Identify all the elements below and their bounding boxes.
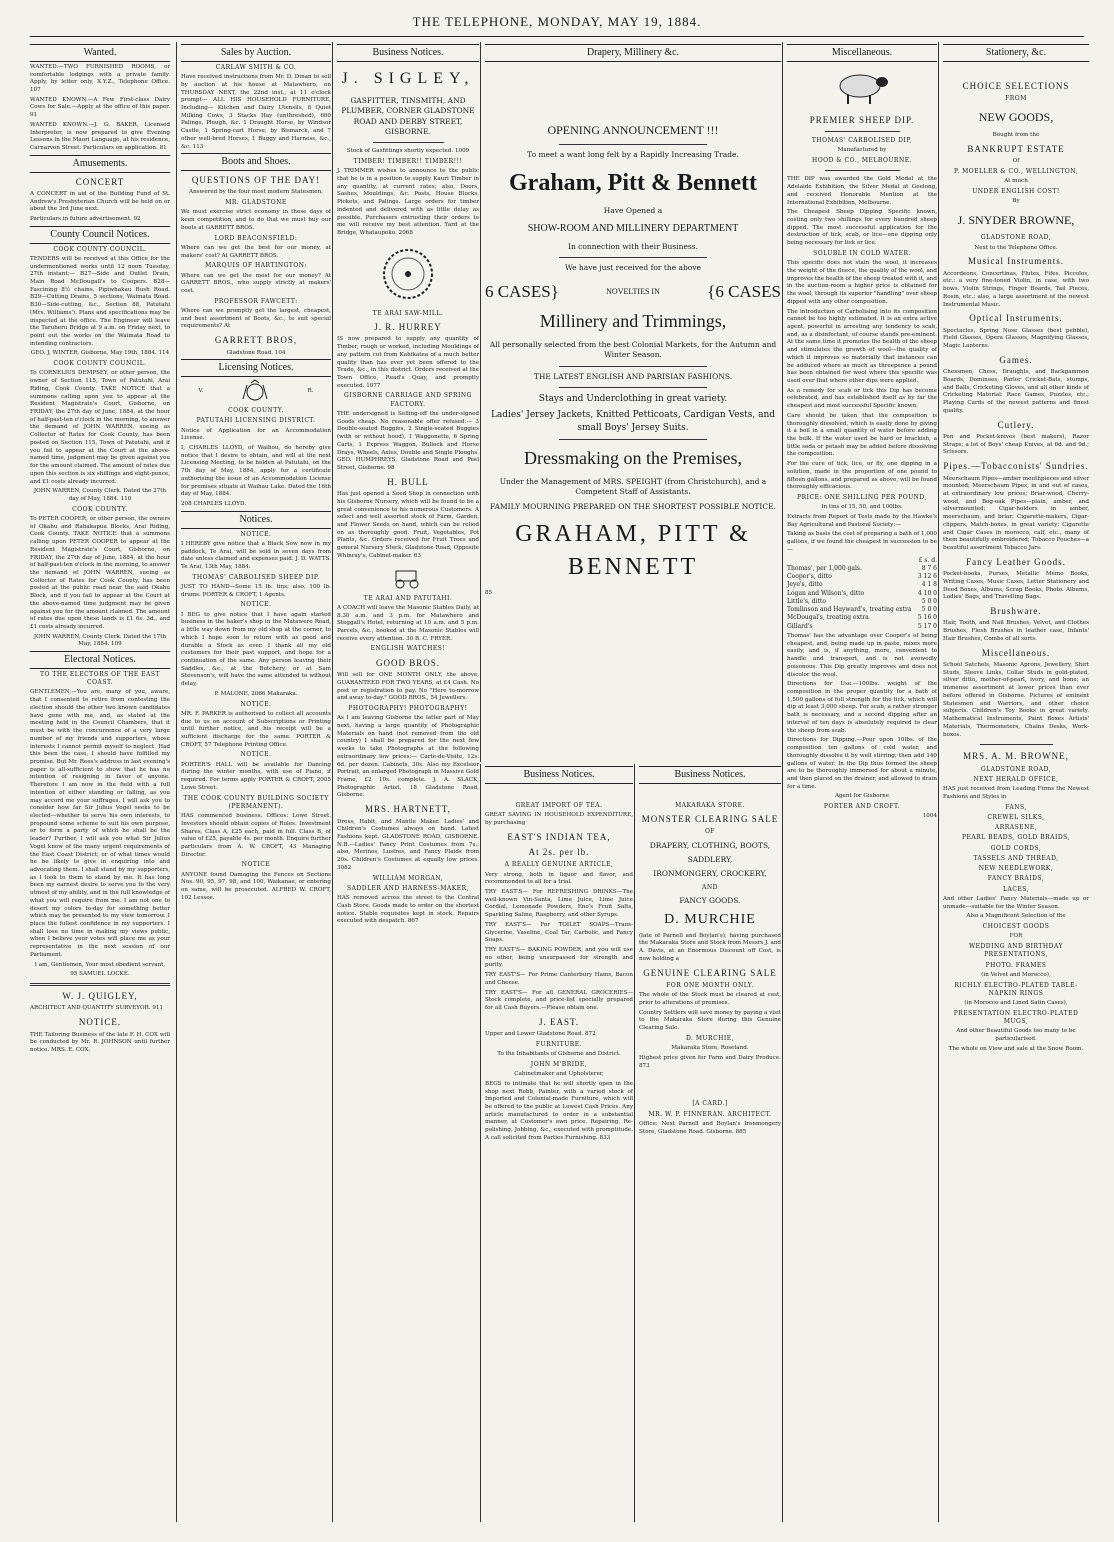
- cost-row-name: Little's, ditto: [787, 597, 826, 605]
- drapery-text: DRAPERY, CLOTHING, BOOTS,: [649, 840, 771, 850]
- cure-text: For the cure of tick, lice, or fly, one dipping in a solution, made in the proportion of one pound to fifteen gallons, and prepared as above, will be found thoroughly efficacious.: [787, 461, 937, 491]
- section-auction: Sales by Auction.: [181, 44, 331, 62]
- moeller-text: P. MOELLER & CO., WELLINGTON,: [953, 167, 1079, 175]
- column-business-2: [480, 764, 633, 1522]
- saving-text: GREAT SAVING IN HOUSEHOLD EXPENDITURE, by purchasing: [485, 812, 633, 826]
- hood-name: HOOD & CO., MELBOURNE.: [812, 157, 912, 165]
- try-baking: TRY EAST'S— BAKING POWDER, and you will use no other, being unsurpassed for strength and purity.: [485, 947, 633, 969]
- from-text: FROM: [1005, 95, 1027, 103]
- section-wanted: Wanted.: [30, 44, 170, 62]
- column-business-1: [332, 42, 479, 1522]
- cost-row-value: 4 10 0: [917, 589, 937, 597]
- new-goods: NEW GOODS,: [978, 110, 1054, 125]
- morgan-text: HAS removed across the street to the Central Cash Store. Goods made to order on the shortest notice. Stable requisites kept in stock. Repairs executed with despatch. 867: [337, 895, 479, 925]
- bull-name: H. BULL: [387, 476, 429, 487]
- beaconsfield-text: Where can we get the best for our money, at makers' cost? At GARRETT BROS.: [181, 244, 331, 259]
- one-month: FOR ONE MONTH ONLY.: [666, 981, 754, 989]
- taking-text: Taking as basis the cost of preparing a bath of 1,000 gallons, if we found the cheapest in succession to be—: [787, 531, 937, 553]
- timber-title: TIMBER! TIMBER!! TIMBER!!!: [353, 157, 463, 165]
- divider: [559, 439, 707, 440]
- cost-units: £ s. d.: [918, 556, 937, 564]
- thomas-dip: THOMAS' CARBOLISED DIP,: [811, 137, 913, 145]
- carlaw-text: Have received instructions from Mr. D. Dinan to sell by auction at his house at Matawhero, on THURSDAY NEXT, the 22nd inst., at 11 o'clock prompt— ALL HIS HOUSEHOLD FURNITURE, Including— Kitchen and Dairy Utensils, 8 Quiet Milking Cows, 3 Stacks Hay (unthreshed), 600 Palings, Plough, &c. 1 Draught Horse, by Windsor Castle, 1 Spring-cart Horse, by Bismarck, and 7 other well-bred Horses, 1 Buggy and Harness, &c., &c. 113: [181, 74, 331, 150]
- ad-wanted-interpreter: WANTED KNOWN.—J. G. BAKER, Licensed Interpreter, is now prepared to give Evening Lessons in the Maori Language, at his residence, Carnarvon Street. Particulars on application. 81: [30, 121, 170, 151]
- fancy-item: ARRASENE,: [994, 824, 1038, 832]
- section-business: Business Notices.: [337, 44, 479, 62]
- divider: [825, 131, 900, 132]
- mourning-text: FAMILY MOURNING PREPARED ON THE SHORTEST POSSIBLE NOTICE.: [490, 501, 776, 511]
- column-stationery: [938, 42, 1089, 1522]
- photo-title: PHOTOGRAPHY! PHOTOGRAPHY!: [348, 704, 468, 712]
- try-groceries: TRY EAST'S— For all GENERAL GROCERIES—Stock complete, and price-list specially prepared for all Cash Buyers.—Please obtain one.: [485, 989, 633, 1012]
- garrett-name: GARRETT BROS,: [214, 335, 298, 346]
- lloyd-heading: Notice of Application for an Accommodation License.: [181, 427, 331, 442]
- sawmill-title: TE ARAI SAW-MILL.: [372, 309, 444, 317]
- misc-heading: Miscellaneous.: [981, 647, 1051, 658]
- divider: [980, 744, 1053, 745]
- notice-5-title: NOTICE: [241, 861, 271, 869]
- winter-signature: GEO. J. WINTER, Gisborne, May 19th, 1884. 114: [30, 350, 170, 357]
- other-text: And other Ladies' Fancy Materials—made up or unmade—suitable for the Winter Season.: [943, 896, 1089, 910]
- frames-sub: (in Velvet and Morocco),: [981, 971, 1051, 978]
- fancy-goods: FANCY GOODS.: [679, 896, 741, 906]
- agent-text: Agent for Gisborne: [834, 793, 890, 800]
- porter-number: 1004: [922, 813, 937, 820]
- also-text: Also a Magnificent Selection of the: [966, 913, 1066, 920]
- fancy-item: FANCY BRAIDS,: [987, 875, 1045, 883]
- tea-import: GREAT IMPORT OF TEA.: [515, 801, 603, 809]
- carbolising-text: The introduction of Carbolising into its composition cannot be too highly estimated. It is an extra active agent, powerful in arresting any tendency to scab, and, as a disinfectant, of course stands pre-eminent. At the same time it promotes the health of the sheep and stimulates the growth of wool—the quality of which it improves so materially that instances can be adduced where as much as threepence a pound has been obtained for wool where this specific was used over that where other dips were applied.: [787, 308, 937, 384]
- mbride-name: JOHN M'BRIDE,: [530, 1060, 588, 1068]
- cost-row: [787, 598, 937, 606]
- cox-notice-title: NOTICE.: [78, 1017, 122, 1028]
- watches-title: ENGLISH WATCHES!: [370, 645, 446, 653]
- misc-text: School Satchels, Masonic Aprons, Jewellery, Shirt Studs, Sleeve Links, Collar Studs in gold-plated, silver ditto, mother-of-pearl, ivory, and bone; an immense assortment at lower prices than ever before offered in Gisborne. Pictures of eminent Statesmen and Warriors, and other choice subjects. Children's Toy Books in great variety. Mathematical Instruments, Paint Boxes Artists' Materials, Thermometers, Chains Desks, Work-boxes.: [943, 662, 1089, 738]
- notice-1-title: NOTICE.: [240, 530, 272, 538]
- cost-row-name: Cooper's, ditto: [787, 573, 832, 581]
- section-electoral: Electoral Notices.: [30, 651, 170, 669]
- notice-1-text: I HEREBY give notice that a Black Sow now in my paddock, Te Arai, will be sold in seven days from date unless claimed and expenses paid. J. D. WATTS. Te Arai, 13th May, 1884.: [181, 540, 331, 570]
- column-business-3: [634, 764, 781, 1522]
- cost-row-value: 8 7 6: [921, 564, 937, 572]
- brush-heading: Brushware.: [990, 606, 1042, 617]
- parker-text: MR. F. PARKER is authorised to collect all accounts due to us on account of Subscriptions or Printing until further notice, and his receipt will be a sufficient discharge for the same. PORTER & CROFT, 57 Telephone Printing Office.: [181, 710, 331, 748]
- finneran-text: Office: Next Parnell and Boylan's Ironmongery Store, Gladstone Road. Gisborne. 885: [639, 1120, 781, 1135]
- vr-v: V.: [198, 388, 204, 395]
- answered-text: Answered by the four most modern Statesmen.: [189, 189, 323, 196]
- fancy-item: CREWEL SILKS,: [987, 813, 1045, 821]
- cost-row-name: Tomlinson and Hayward's, treating extra: [787, 606, 912, 614]
- divider: [30, 983, 170, 986]
- cleared-text: The whole of the Stock must be cleared at cost, prior to alterations of premises.: [639, 992, 781, 1006]
- cost-row-name: Jeye's, ditto: [787, 581, 823, 589]
- fancy-item: FANS,: [1005, 803, 1027, 811]
- concert-text: A CONCERT in aid of the Building Fund of St. Andrew's Presbyterian Church will be held on or about the 3rd June next.: [30, 190, 170, 213]
- specific-text: This specific does not stain the wool, it increases the weight of the fleece, the quality of the wool, and improves the health of the sheep treated with it, and in the auction-room a higher price is obtained for the wool, through its superior "handling" over sheep dipped with any other composition.: [787, 260, 937, 305]
- section-drapery: Drapery, Millinery &c.: [485, 44, 781, 62]
- quigley-text: ARCHITECT AND QUANTITY SURVEYOR. 911: [30, 1005, 164, 1012]
- furniture-to: To the Inhabitants of Gisborne and District.: [497, 1051, 621, 1058]
- sheep-icon: [830, 68, 894, 108]
- coach-icon: [388, 567, 428, 589]
- dressmaking-title: Dressmaking on the Premises,: [524, 448, 742, 469]
- hurrey-name: J. R. HURREY: [374, 321, 442, 332]
- easts-tea: EAST'S INDIAN TEA,: [507, 831, 611, 842]
- fawcett-title: PROFESSOR FAWCETT:: [214, 297, 298, 305]
- section-stationery: Stationery, &c.: [943, 44, 1089, 62]
- murchie-text: (late of Parnell and Boylan's), having purchased the Makaraka Store and Stock from Messrs J. and A. Davis, at an Enormous Discount off Cost, is now holding a: [639, 932, 781, 962]
- opening-announcement: OPENING ANNOUNCEMENT !!!: [547, 122, 719, 137]
- cost-row: [787, 565, 937, 573]
- fancy-items-list: [943, 804, 1089, 894]
- cost-row: [787, 573, 937, 581]
- fancy-item: PEARL BEADS, GOLD BRAIDS,: [962, 834, 1070, 842]
- council-subhead-2: COOK COUNTY COUNCIL.: [53, 360, 147, 368]
- monster-sale: MONSTER CLEARING SALE: [641, 814, 779, 825]
- highest-text: Highest price given for Farm and Dairy Produce. 873: [639, 1054, 781, 1069]
- dip-text: JUST TO HAND—Some 15 lb. tins; also, 100 lb. drums. PORTER & CROFT, 1 Agents.: [181, 583, 331, 598]
- malone-signature: P. MALONE, 2066 Makaraka.: [214, 690, 298, 697]
- cost-row-name: Gillard's: [787, 622, 813, 630]
- trimmer-text: J. TRIMMER wishes to announce to the public that he is in a position to supply Kauri Timber in any quantity, at current rates; also, Doors, Sashes, Mouldings, &c. Posts, House Blocks, Pickets, and Palings. Large orders for timber indented and delivered with as little delay as possible. Purchasers entrusting their orders to me will receive my best attention. Yard at the Bridge, Whataupoko. 2068: [337, 168, 479, 236]
- view-text: The whole on View and sale at the Snow Room.: [948, 1045, 1084, 1052]
- morgan-subtitle: SADDLER AND HARNESS-MAKER,: [347, 884, 469, 892]
- gladstone-title: MR. GLADSTONE: [225, 199, 287, 207]
- cutlery-text: Pen and Pocket-knives (best makers), Razor Straps; a lot of Boys' cheap Knives, at 6d. and 9d.; Scissors.: [943, 434, 1089, 456]
- notice-3-title: NOTICE.: [240, 700, 272, 708]
- mrs-browne: MRS. A. M. BROWNE,: [963, 751, 1069, 762]
- royal-arms-row: [181, 379, 331, 405]
- hartington-text: Where can we get the most for our money? At GARRETT BROS., who supply strictly at makers' cost.: [181, 272, 331, 294]
- factory-text: THE undersigned is Selling-off the under-signed Goods cheap. No reasonable offer refused:— 3 Double-seated Buggies, 2 Single-seated Buggies (with or without hood), 1 Waggonette, 6 Spring Carts, 1 Express Waggon, Bullock and Horse Drays, Wheels, Axles, Double and Single Ploughs. GEO. HUMPHREYS, Gladstone Road and Peel Street, Gisborne. 98: [337, 410, 479, 471]
- cost-row: [787, 623, 937, 631]
- sigley-text: GASFITTER, TINSMITH, AND PLUMBER, CORNER GLADSTONE ROAD AND DERBY STREET, GISBORNE.: [341, 95, 475, 136]
- musical-heading: Musical Instruments.: [968, 256, 1064, 267]
- pipes-heading: Pipes.—Tobacconists' Sundries.: [943, 461, 1089, 472]
- council-subhead: COOK COUNTY COUNCIL.: [53, 245, 147, 253]
- photo-text: As I am leaving Gisborne the latter part of May next, having a large quantity of Photographic Materials on hand (not removed from the old country) I shall be prepared for the next few weeks to take Photographs at the following extraordinary low prices:— Carte-de-Visite, 12s. 6d. per dozen. Cabinets, 30s. Also my Excelsior Portrait, an enlarged Photograph in Massive Gold Frame, £2 10s. complete. J. A. SLACK, Photographic Artist, 18 Gladstone Road, Gisborne.: [337, 715, 479, 799]
- cost-row-value: 5 0 0: [921, 597, 937, 605]
- strong-text: Very strong, both in liquor and flavor, and recommended to all for a trial.: [485, 871, 633, 886]
- porter-croft: PORTER AND CROFT.: [823, 803, 901, 811]
- dempsey-notice: To CORNELIUS DEMPSEY, or other person, the owner of Section 115, Town of Patutahi, Arai Riding, Cook County. TAKE NOTICE that a summons calling upon you to appear at the Resident Magistrate's Court, Gisborne, on FRIDAY, the 27th day of June, 1884, at the hour of half-past-ten o'clock in the morning, to answer the demand of JOHN WARREN, sueing as Collector of Rates for Cook County, has been posted on Section 115, Town of Patutahi, and if you fail to appear at the Court at the above-named time, judgment may be given against you for the amount claimed. The amount of rates due upon this section is six shillings and eight-pence, and £1 costs already incurred.: [30, 370, 170, 485]
- firm-number: 85: [485, 590, 493, 597]
- try-drinks: TRY EAST'S— For REFRESHING DRINKS—The well-known Vin-Santa, Lime Juice, Lime Juice Cordial, Lemonade Powders, Eno's Fruit Salts, Sparkling Saline, Raspberry, and other Syrups.: [485, 889, 633, 919]
- tenders-text: TENDERS will be received at this Office for the undermentioned works until 12 noon Tuesday, 27th instant:— B27—Side and Outlet Drain, Main Road McDougall's to Coopers. B28—Fascining 8½ chains, Pipiwhakau Bush Road. B29—Cutting Drains, 5 sections, Waimata Road. B30—Side-cutting, &c., Section 88, Patutahi (Mrs. Williams'). Plans and specifications may be inspected at the office. The Engineer will leave the Taruheru Bridge at 9 a.m. on Friday next, to point out the works on the Waimata Road to intending contractors.: [30, 255, 170, 347]
- section-licensing: Licensing Notices.: [181, 359, 331, 377]
- advantage-text: Thomas' has the advantage over Cooper's of being cheapest, and, being made up in paste, mixes more easily, and is, if anything, more, convenient to handle and transport, and is not avowedly poisonous. This Dip greatly improves and does not discolor the wool.: [787, 633, 937, 678]
- frames-text: PHOTO. FRAMES: [985, 961, 1047, 969]
- east-name: J. EAST.: [538, 1016, 580, 1027]
- murchie-subtitle: Makaraka Store, Roseland.: [671, 1045, 749, 1052]
- mbride-subtitle: Cabinetmaker and Upholsterer,: [514, 1071, 604, 1078]
- section-misc: Miscellaneous.: [787, 44, 937, 62]
- remedy-text: As a remedy for scab or tick this Dip has become celebrated, and has established itself as by far the cheapest and most successful Specific known.: [787, 387, 937, 410]
- malone-text: I BEG to give notice that I have again started business in the baker's shop in the Matawero Road, a little way down from my old shop at the corner, to which I hope soon to return with as good and durable a Stock as ever. I thank all my old customers for their past support, and hope for a continuation of the same. Any person leaving their Saddles, &c., at the Butchery, or at Sam Stevenson's, will have the same attended to without delay.: [181, 611, 331, 688]
- hartington-title: MARQUIS OF HARTINGTON:: [205, 262, 307, 270]
- fancy-item: TASSELS AND THREAD,: [973, 854, 1059, 862]
- under-cost: UNDER ENGLISH COST!: [972, 187, 1060, 195]
- cost-row: [787, 614, 937, 622]
- patutahi-district: PATUTAHI LICENSING DISTRICT.: [196, 417, 316, 425]
- county-subhead: COOK COUNTY.: [72, 505, 128, 513]
- quigley-name: W. J. QUIGLEY,: [62, 991, 138, 1002]
- for-text: FOR: [1009, 933, 1023, 940]
- at-much: At much: [1004, 178, 1028, 185]
- fancy-item: NEW NEEDLEWORK,: [978, 865, 1054, 873]
- cutlery-heading: Cutlery.: [997, 419, 1035, 430]
- divider: [559, 387, 707, 388]
- card-label: [A CARD.]: [692, 1100, 728, 1108]
- column-wanted: [30, 42, 170, 1522]
- cost-row-value: 5 0 0: [921, 606, 937, 614]
- of-text: OF: [704, 828, 716, 836]
- section-county-council: County Council Notices.: [30, 226, 170, 244]
- lloyd-text: I, CHARLES LLOYD, of Waihou, do hereby give notice that I desire to obtain, and will at the next Licensing Meeting, to be holden at Patutahi, on the 7th day of May, 1884, apply for a certificate authorising the issue of an Accommodation License for premises situate at Waihau Lake. Dated the 16th day of May, 1884.: [181, 445, 331, 498]
- received-text: We have just received for the above: [565, 263, 701, 273]
- hall-text: PORTER'S HALL will be available for Dancing during the winter months, with use of Piano, if required. For terms apply PORTER & CROFT, 2005 Lowe Street.: [181, 761, 331, 791]
- fancy-item: LACES,: [1002, 885, 1030, 893]
- jerseys-text: Ladies' Jersey Jackets, Knitted Petticoats, Cardigan Vests, and small Boys' Jersey Suits.: [490, 410, 776, 433]
- locke-letter: GENTLEMEN,—You are, many of you, aware, that I consented to retire from contesting the election should the other two known candidates have gone with me, and, as stated at the meeting held in the Council Chambers, that it must be with the concurrence of a very large number of my friends and supporters, whose interests I cannot permit myself to neglect. Had this been the case, I should have fulfilled my promise. But Mr. Rees's address in last evening's paper is all-sufficient to show that he has no intention of resigning in favor of anyone. Therefore I am now in the field with a full intention of either standing or falling, as you may accord me your suffrages. I will ask you to consider how far Sir Julius Vogel seeks to be elected—whether to serve his own interests, to propound some scheme to suit his own purpose, or to form a party of which he shall be the leader? Further, I will ask you what Sir Julius Vogel know of the many urgent requirements of the East Coast District; or of what times would he be likely to give in enquiring into and advocating them. I shall stand by my supporters, as I look to them to stand by me. It has long been my earnest desire to serve you to the very utmost of my ability, and in the full knowledge of what you will require from me. I am not one to desert my colors to-day for something better which may be presented to my view tomorrow. I place the fullest confidence in my supporters. I shall lose no time in making my views public, when I believe your votes will place me as your representative in the next session of our Parliament.: [30, 689, 170, 958]
- optical-heading: Optical Instruments.: [969, 313, 1063, 324]
- locke-signoff: I am, Gentlemen, Your most obedient servant,: [34, 961, 166, 968]
- games-text: Chessmen, Chess, Draughts, and Backgammon Boards, Dominoes, Parlor Cricket-Bats, stumps, and Balls, Cricketing Gloves, and all other kinds of Cricketing Material: Race Games, Puzzles, etc.; Playing Cards of the newest patterns and finest quality.: [943, 369, 1089, 414]
- mugs-text: PRESENTATION ELECTRO-PLATED MUGS,: [953, 1009, 1079, 1026]
- notice-4-title: NOTICE.: [240, 751, 272, 759]
- masthead: THE TELEPHONE, MONDAY, MAY 19, 1884.: [412, 14, 702, 29]
- cost-row-name: Logan and Wilson's, ditto: [787, 589, 865, 597]
- notice-2-title: NOTICE.: [240, 601, 272, 609]
- electors-heading: TO THE ELECTORS OF THE EAST COAST.: [40, 670, 160, 687]
- choice-selections: CHOICE SELECTIONS: [962, 80, 1070, 91]
- games-heading: Games.: [999, 354, 1033, 365]
- tins-text: In tins of 15, 50, and 100lbs.: [821, 504, 903, 511]
- pipes-text: Meerschaum Pipes—amber mouthpieces and silver mounted; Meerschaum Pipes, in and out of cases, at extraordinary low prices; Briar-wood, Cherry-wood, and Bog-oak Pipes—plain, amber, and silvermounted; Cigar-holders in amber, meerschaum, and briar; Cigarette-makers, Cigar-clippers, Match-boxes, in great variety; Cigarette and Cigar Cases in morocco, calf, etc., many of them beautifully embroidered; Tobacco Pouches—a beautiful assortment Tobacco Jars.: [943, 475, 1089, 552]
- masthead-rule: [30, 36, 1084, 37]
- fawcett-text: Where can we promptly get the largest, cheapest, and best assortment of Boots, &c., to suit special requirements? At: [181, 307, 331, 330]
- price-text: PRICE: ONE SHILLING PER POUND,: [797, 494, 927, 502]
- garrett-address: Gladstone Road. 104: [226, 349, 286, 356]
- sigley-name: J. SIGLEY,: [341, 69, 475, 87]
- good-bros-name: GOOD BROS.: [375, 657, 440, 668]
- beaconsfield-title: LORD BEACONSFIELD:: [214, 234, 298, 242]
- divider: [559, 366, 707, 367]
- extracts-text: Extracts from Report of Tests made by the Hawke's Bay Agricultural and Pastoral Society:—: [787, 514, 937, 528]
- directions-text: Directions for Use.—100lbs. weight of the composition in the proper quantity for a bath of 1,500 gallons of full strength for the tick, which will dip at least 3,000 sheep. For scab, a rather stronger bath is necessary, and a second dipping after an interval of ten days is absolutely required to clear the sheep from scab.: [787, 681, 937, 734]
- section-business-2: Business Notices.: [485, 766, 633, 784]
- warren-signature-2: JOHN WARREN, County Clerk. Dated the 17th May, 1884. 109: [33, 633, 167, 648]
- section-business-3: Business Notices.: [639, 766, 781, 784]
- bull-text: Has just opened a Seed Shop in connection with his Gisborne Nursery, which will be found to be a great convenience to his numerous Customers. A select and well assorted stock of Farm, Garden, and Flower Seeds on hand, which can be relied on as thoroughly good. Fruit, Vegetables, Pot Plants, &c. Orders received for Fruit Trees and general Nursery Stock. Gladstone Road, Opposite Whinray's, Cabinet-maker. 63: [337, 491, 479, 559]
- cost-row-value: 3 12 6: [917, 573, 937, 581]
- genuine-sale: GENUINE CLEARING SALE: [643, 967, 777, 978]
- tea-price: At 2s. per lb.: [528, 846, 590, 857]
- mbride-text: BEGS to intimate that he will shortly open in the shop next Robb, Painter, with a varied stock of Imported and Colonial-made Furniture, which will be offered to the public at Lowest Cash Prices. Any article manufactured to order in a substantial manner, at Customer's own price. Repairing, Re-polishing, Jobbing, &c., executed with promptitude. A call solicited from Parties Furnishing. 833: [485, 1080, 633, 1141]
- bankrupt-estate: BANKRUPT ESTATE: [967, 143, 1065, 154]
- concert-note: Particulars in future advertisement. 92: [30, 216, 141, 223]
- cost-row-name: McDougal's, treating extra: [787, 614, 869, 622]
- meet-text: To meet a want long felt by a Rapidly Increasing Trade.: [527, 150, 739, 160]
- dip-title: THOMAS' CARBOLISED SHEEP DIP.: [192, 573, 320, 581]
- cost-row: [787, 590, 937, 598]
- cost-row: [787, 606, 937, 614]
- has-text: HAS just received from Leading Firms the Newest Fashions and Styles in: [943, 786, 1089, 800]
- carlaw-name: CARLAW SMITH & CO.: [215, 63, 297, 71]
- try-soaps: TRY EAST'S— For TOILET SOAPS—Trans-Glycerine, Vaseline, Coal Tar, Carbolic, and Fancy Soaps.: [485, 921, 633, 944]
- selected-text: All personally selected from the best Colonial Markets, for the Autumn and Winter Season.: [489, 339, 777, 360]
- ad-wanted-cows: WANTED KNOWN.—A Few First-class Dairy Cows for Sale.—Apply at the office of this paper. 91: [30, 96, 170, 119]
- leather-heading: Fancy Leather Goods.: [966, 556, 1066, 567]
- divider: [559, 257, 707, 258]
- optical-text: Spectacles, Spring Nose Glasses (best pebble), Field Glasses, Opera Glasses, Magnifying Glasses, Magic Lanterns.: [943, 327, 1089, 350]
- cost-row-name: Thomas', per 1,000 gals.: [787, 564, 862, 572]
- gladstone-text: We must exercise strict economy in these days of keen competition, and to do that we must buy our boots at GARRETT BROS.: [181, 209, 331, 231]
- cost-row: [787, 581, 937, 589]
- coach-text: A COACH will leave the Masonic Stables Daily, at 8.30 a.m. and 3 p.m. for Matawhero and Steggall's Hotel, returning at 10 a.m. and 5 p.m. Parcels, &c., booked at the Masonic Stables will receive every attention. 30 B. C. FRYER.: [337, 604, 479, 642]
- furniture-title: FURNITURE.: [535, 1040, 583, 1048]
- hurrey-text: IS now prepared to supply any quantity of Timber, rough or worked, including Mouldings of any pattern cut from Kahikatea of a much better quality than has ever yet been offered to the Trade, &c., in this district. Orders received at the Town Office, Read's Quay, and promptly executed. 1077: [337, 336, 479, 389]
- saddlery-text: SADDLERY,: [687, 855, 733, 865]
- concert-title: CONCERT: [75, 176, 125, 187]
- herald-office: NEXT HERALD OFFICE,: [973, 775, 1059, 783]
- settlers-text: Country Settlers will save money by paying a visit to the Makaraka Store during this Genuine Clearing Sale.: [639, 1009, 781, 1032]
- and-text: AND: [702, 883, 718, 891]
- finneran-name: MR. W. P. FINNERAN. ARCHITECT.: [648, 1110, 772, 1118]
- firm-name: Graham, Pitt & Bennett: [509, 169, 757, 196]
- opened-text: Have Opened a: [603, 205, 663, 215]
- society-text: HAS commenced business. Offices: Lowe Street. Investors should obtain copies of Rules. Investment Shares, Class A, £25 each, paid in full. Class B, of value of £25, payable 4s. per month. Enquire further particulars from A. W. CROFT, 43 Managing Director.: [181, 813, 331, 858]
- column-miscellaneous: [782, 42, 937, 1522]
- electro-text: RICHLY ELECTRO-PLATED TABLE-NAPKIN RINGS: [954, 981, 1078, 997]
- section-notices: Notices.: [181, 511, 331, 529]
- questions-title: QUESTIONS OF THE DAY!: [191, 175, 321, 186]
- dipping-text: Directions for Dipping.—Pour upon 10lbs. of the composition ten gallons of cold water, and thoroughly dissolve it by well stirring; then add 140 gallons of water. In the Dip thus formed the sheep are to be thoroughly immersed for about a minute, and then placed on the drainer, and allowed to drain for a time.: [787, 737, 937, 790]
- hartnett-name: MRS. HARTNETT,: [364, 804, 452, 815]
- showroom-text: SHOW-ROOM AND MILLINERY DEPARTMENT: [527, 223, 739, 235]
- gladstone-road: GLADSTONE ROAD,: [980, 234, 1052, 242]
- cases-left: 6 CASES}: [485, 281, 559, 301]
- speight-text: Under the Management of MRS. SPEIGHT (from Christchurch), and a Competent Staff of Assistants.: [499, 476, 767, 497]
- murchie-name-2: D. MURCHIE,: [685, 1034, 735, 1042]
- manufactured-by: Manufactured by: [837, 147, 887, 154]
- coach-title: TE ARAI AND PATUTAHI.: [363, 594, 453, 602]
- makaraka-store: MAKARAKA STORE.: [675, 801, 745, 809]
- cook-county: COOK COUNTY.: [228, 407, 284, 415]
- choicest-goods: CHOICEST GOODS: [982, 923, 1050, 931]
- firm-name-caps: GRAHAM, PITT & BENNETT: [515, 521, 751, 581]
- divider: [373, 142, 444, 143]
- next-office: Next to the Telephone Office.: [974, 244, 1058, 251]
- ironmongery-text: IRONMONGERY, CROCKERY,: [653, 869, 767, 879]
- section-boots: Boots and Shoes.: [181, 153, 331, 171]
- wedding-text: WEDDING AND BIRTHDAY PRESENTATIONS,: [968, 943, 1064, 959]
- hartnett-text: Dress, Habit, and Mantle Maker. Ladies' and Children's Costumes always on hand. Latest Fashions kept. GLADSTONE ROAD, GISBORNE. N.B.—Ladies' Fancy Print Costumes from 7s.; also, Merinos, Lustres, and Fancy Plaids from 20s. Children's Costumes at equally low prices. 3082: [337, 818, 479, 871]
- genuine-article: A REALLY GENUINE ARTICLE,: [504, 861, 614, 869]
- morgan-name: WILLIAM MORGAN,: [372, 874, 444, 882]
- warren-signature-1: JOHN WARREN, County Clerk. Dated the 27th day of May, 1884. 110: [33, 488, 167, 502]
- leather-text: Pocket-books, Purses, Metallic Memo Books, Writing Cases, Music Cases, Letter Stationery and Deed Boxes, Albums, Scrap Books, Photo. Albums, Ladies' Bags, and Travelling Bags.: [943, 571, 1089, 601]
- column-auctions: [176, 42, 331, 1522]
- cases-right: {6 CASES: [707, 281, 781, 301]
- royal-arms-icon: [238, 379, 272, 405]
- bought-text: Bought from the: [992, 132, 1040, 139]
- factory-title: GISBORNE CARRIAGE AND SPRING FACTORY.: [344, 392, 472, 408]
- fashions-text: THE LATEST ENGLISH AND PARISIAN FASHIONS.: [533, 371, 733, 381]
- cost-row-value: 4 1 8: [921, 581, 937, 589]
- stays-text: Stays and Underclothing in great variety.: [538, 393, 728, 404]
- sigley-stock: Stock of Gasfittings shortly expected. 1009: [346, 148, 470, 155]
- cost-table: [787, 565, 937, 631]
- cases-banner: [485, 280, 781, 303]
- care-text: Care should be taken that the composition is thoroughly dissolved, which is easily done by giving it a boil in a small quantity of water before adding the bulk. If the water used be hard or brackish, a little soda or potash may be added before dissolving the composition.: [787, 412, 937, 458]
- column-drapery: [480, 42, 781, 762]
- section-amusements: Amusements.: [30, 155, 170, 173]
- vr-r: R.: [307, 388, 314, 395]
- connection-text: In connection with their Business.: [568, 241, 698, 251]
- cost-row-value: 5 17 0: [917, 622, 937, 630]
- mrs-address: GLADSTONE ROAD,: [980, 765, 1052, 773]
- novelties-text: NOVELTIES IN: [606, 286, 660, 296]
- croft-text: ANYONE found Damaging the Fences on Sections Nos. 90, 95, 97, 98, and 100, Waikanae, or entering on same, will be prosecuted. ALFRED W. CROFT, 102 Lessee.: [181, 871, 331, 901]
- cooper-notice: To PETER COOPER, or other person, the owners of Okahu and Rahakapua Blocks, Arai Riding, Cook County. TAKE NOTICE that a summons calling upon PETER COOPER to appear at the Resident Magistrate's Court, Gisborne, on FRIDAY, the 27th day of June, 1884, at the hour of half-past-ten o'clock in the morning, to answer the demand of JOHN WARREN, sueing as Collector of Rates for Cook County, has been posted at the public road near the said Okahu Block, and if you fail to appear at the Court at the above-named time judgment may be given against you for the amount claimed. The amount of rates due upon these lands is £1 6s. 3d., and £1 costs already incurred.: [30, 515, 170, 630]
- soluble-text: SOLUBLE IN COLD WATER.: [813, 249, 911, 257]
- try-hams: TRY EAST'S— For Prime Canterbury Hams, Bacon and Cheese.: [485, 972, 633, 986]
- murchie-name: D. MURCHIE: [664, 912, 756, 928]
- beautiful-text: And other Beautiful Goods too many to be particularised.: [956, 1028, 1076, 1043]
- of-text: Of: [1012, 158, 1020, 165]
- cox-notice: THE Tailoring Business of the late F. H. COX will be conducted by Mr. R. JOHNSON until further notice. MRS. E. COX.: [30, 1031, 170, 1054]
- lloyd-signature: 208 CHARLES LLOYD.: [181, 501, 247, 508]
- cheapest-text: The Cheapest Sheep Dipping Specific known, costing only two shillings for every hundred sheep dipped. The most successful application for the destruction of tick, scab, or lice—one dipping only being necessary for tick or lice.: [787, 209, 937, 247]
- snyder-browne: J. SNYDER BROWNE,: [957, 212, 1075, 227]
- divider: [559, 144, 707, 145]
- good-text: Will sell for ONE MONTH ONLY, the above, GUARANTEED FOR TWO YEARS, at £4 Cash. No post or registration to pay. No "Here to-morrow and away to-day." GOOD BROS., 54 Jewellers.: [337, 672, 479, 702]
- by-text: By: [1012, 198, 1020, 205]
- ad-wanted-rooms: WANTED.—TWO FURNISHED ROOMS, or comfortable lodgings with a private family. Apply, by letter only, X.Y.Z., Telephone Office. 107: [30, 63, 170, 93]
- east-address: Upper and Lower Gladstone Road. 872: [485, 1031, 596, 1038]
- cost-table-head: [787, 557, 937, 565]
- brush-text: Hair, Tooth, and Nail Brushes, Velvet, and Clothes Brushes, Flesh Brushes in leather case, Infants' Hair Brushes, Combs of all sorts.: [943, 620, 1089, 642]
- locke-name: 95 SAMUEL LOCKE.: [70, 971, 130, 978]
- divider: [825, 170, 900, 171]
- saw-blade-icon: [378, 244, 438, 304]
- society-title: THE COOK COUNTY BUILDING SOCIETY (PERMANENT).: [183, 794, 329, 810]
- electro-sub: (in Morocco and Lined Satin Cases),: [964, 1000, 1068, 1007]
- millinery-title: Millinery and Trimmings,: [539, 311, 727, 332]
- gold-medal: THE DIP was awarded the Gold Medal at the Adelaide Exhibition, the Silver Medal at Geelong, and received Honorable Mention at the International Exhibition, Melbourne.: [787, 176, 937, 206]
- fancy-item: GOLD CORDS,: [990, 844, 1042, 852]
- premier-dip: PREMIER SHEEP DIP.: [809, 114, 915, 125]
- musical-text: Accordeons, Concertinas, Flutes, Fifes, Piccolos, etc.: a very fine-toned Violin, in case, with two bows. Violin Strings, Finger Boards, Tail Pieces, Rosin, etc.; also, a large assortment of the newest Instrumental Music.: [943, 270, 1089, 308]
- cost-row-value: 5 16 0: [917, 614, 937, 622]
